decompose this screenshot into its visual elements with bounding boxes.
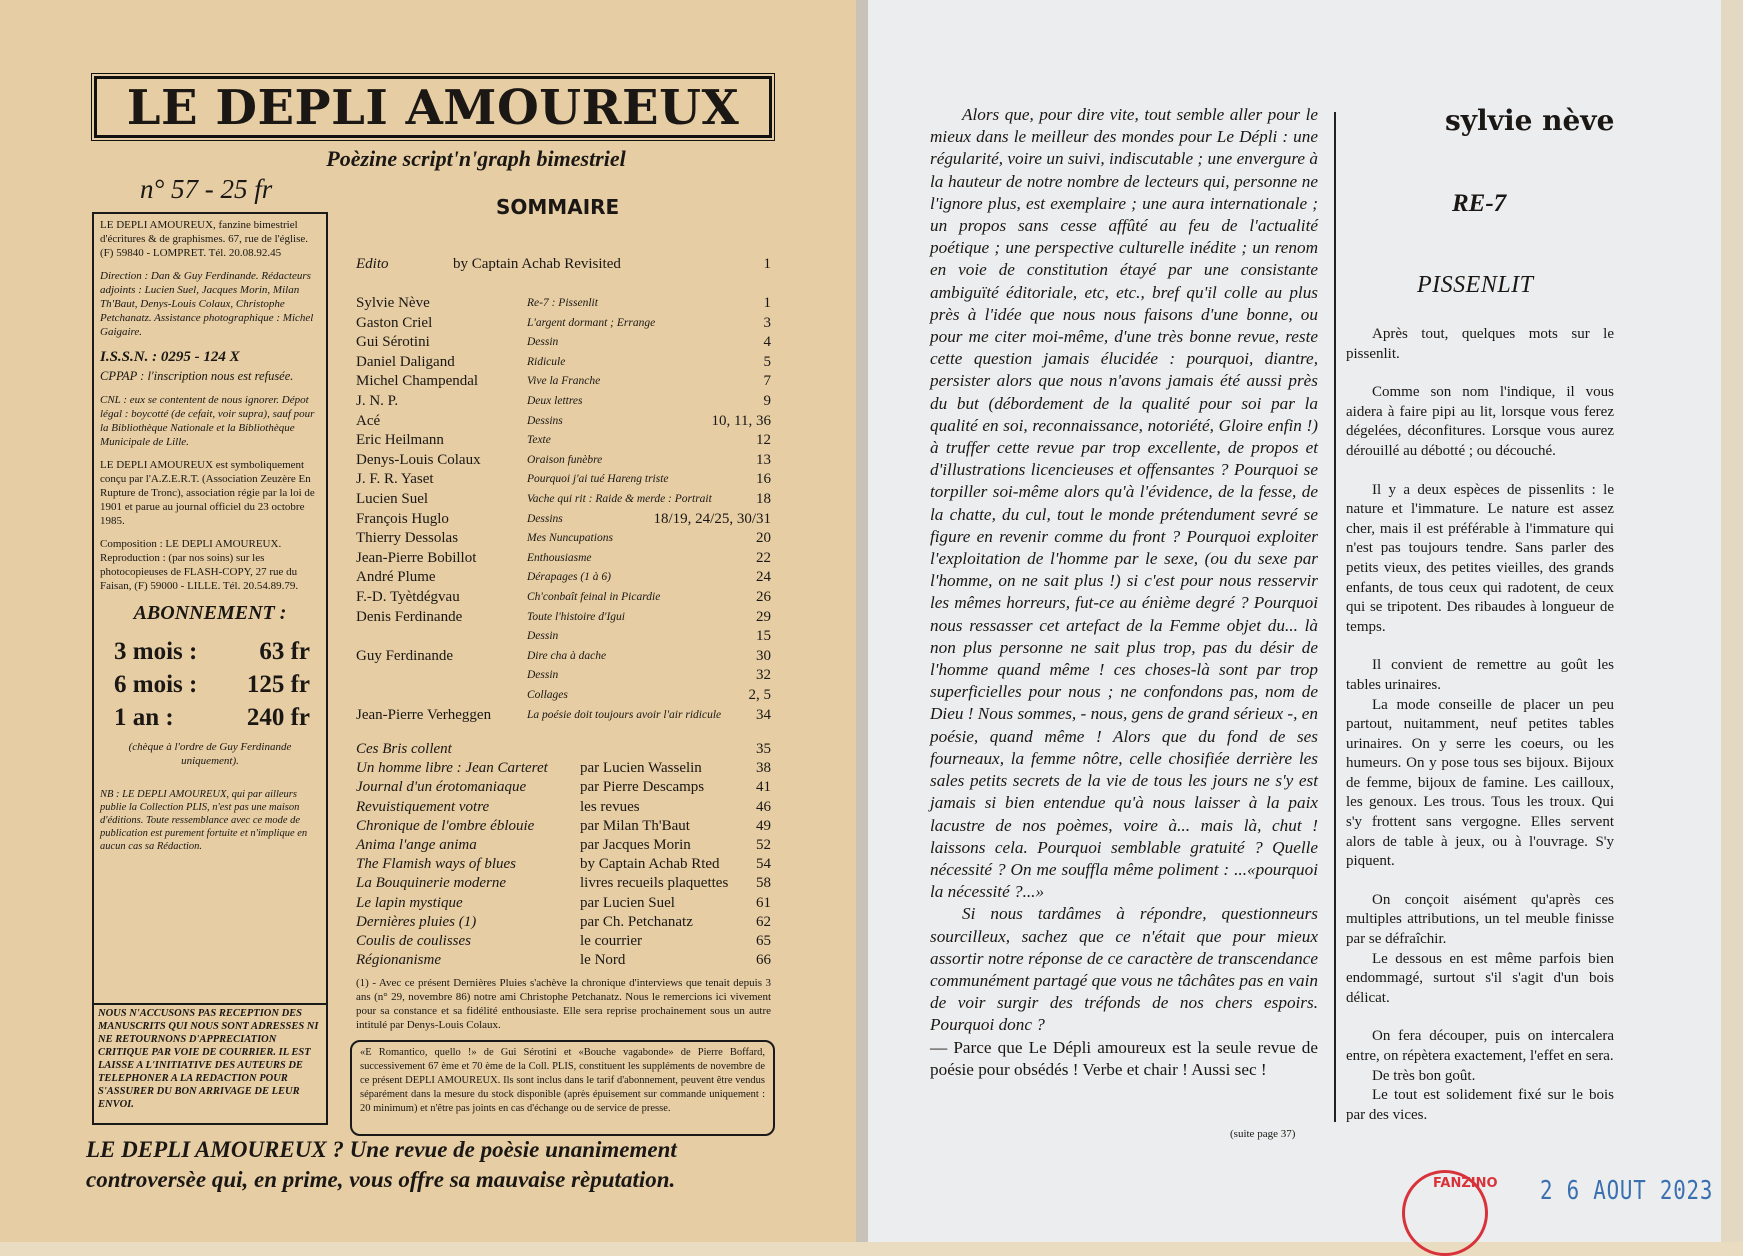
toc-row: [356, 470, 771, 488]
toc-name: J. F. R. Yaset: [356, 471, 434, 488]
toc-page: 5: [763, 353, 771, 370]
info-nb: NB : LE DEPLI AMOUREUX, qui par ailleurs publie la Collection PLIS, n'est pas une maison d'éditions. Toute ressemblance avec ce mode de publication est purement fortuite et n'implique en aucun cas sa Rédaction.: [100, 789, 308, 852]
poem-paragraph: Le tout est solidement fixé sur le bois par des vices.: [1346, 1087, 1614, 1123]
toc-rubric-page: 65: [756, 933, 771, 949]
toc-rubric-page: 35: [756, 741, 771, 757]
toc-title: Vache qui rit : Raide & merde : Portrait: [527, 493, 712, 505]
toc-row: [356, 568, 771, 586]
toc-name: André Plume: [356, 569, 436, 586]
editorial-paragraph: Si nous tardâmes à répondre, questionneurs sourcilleux, sachez que ce n'était que pour mieux assortir notre réponse de ce caractère de transcendance communément partagé que vous ne tâchâtes pas en vain de voir surgir des tréfonds de nos chers espoirs. Pourquoi donc ?: [930, 904, 1318, 1035]
toc-title: Mes Nuncupations: [527, 532, 613, 545]
toc-page: 15: [756, 628, 771, 645]
sub-row: 6 mois : 125 fr: [114, 671, 310, 698]
info-composition: Composition : LE DEPLI AMOUREUX. Reproduction : (par nos soins) sur les photocopieuses de FLASH-COPY, 27 rue du Faisan, (F) 59000 - LILLE. Tél. 20.54.89.79.: [100, 538, 299, 592]
toc-title: Ch'conbaît feinal in Picardie: [527, 591, 661, 603]
toc-rubric-row: [356, 951, 771, 969]
toc-name: Eric Heilmann: [356, 432, 444, 449]
info-address: LE DEPLI AMOUREUX, fanzine bimestriel d'écritures & de graphismes. 67, rue de l'église. (F) 59840 - LOMPRET. Tél. 20.08.92.45: [100, 219, 309, 259]
toc-rubric-author: par Lucien Wasselin: [580, 760, 702, 777]
toc-page: 1: [763, 295, 771, 311]
toc-row: [356, 353, 771, 371]
poem-paragraph: On conçoit aisément qu'après ces multiples attributions, un tel meuble finisse par se défraîchir.: [1346, 891, 1614, 948]
toc-title: Texte: [527, 434, 551, 447]
masthead-subtitle: Poèzine script'n'graph bimestriel: [326, 146, 626, 171]
toc-row: [356, 647, 771, 665]
toc-title: Dessin: [527, 630, 559, 643]
toc-rubric-row: [356, 932, 771, 950]
toc-rubric-row: [356, 817, 771, 835]
toc-rubric-title: Journal d'un érotomaniaque: [356, 779, 527, 796]
poem-paragraph: La mode conseille de placer un peu partout, nuitamment, neuf petites tables urinaires. On y serre les coeurs, ou les humeurs. On y pose tous ses bijoux. Bijoux de femme, bijoux de famine. Les cailloux, les genoux. Les trous. Tous les troux. Qui s'y frottent sans vergogne. Elles servent alors de table à jeux, ou à l'ouvrage. S'y piquent.: [1346, 696, 1614, 870]
footnote: (1) - Avec ce présent Dernières Pluies s'achève la chronique d'interviews que tenait depuis 3 ans (n° 29, novembre 86) notre ami Christophe Petchanatz. Nous le remercions ici vivement pour sa constance et sa fidélité enthousiaste. Elle sera reprise prochainement sous un autre intitulé par Denys-Louis Colaux.: [356, 977, 771, 1031]
poem-paragraph: Le dessous en est même parfois bien endommagé, surtout s'il s'agit d'un bois délicat.: [1346, 950, 1614, 1006]
poem-paragraph: Il y a deux espèces de pissenlits : le nature et l'immature. Le nature est assez cher, mais il est préférable à l'immature qui n'est pas toujours tendre. Sans parler des petits vieux, des petites vieilles, des grands enfants, de tous ceux qui radotent, de ceux qui se tripotent. Des ribaudes à longueur de temps.: [1346, 481, 1614, 635]
toc-name: Gui Sérotini: [356, 334, 430, 351]
toc-rubric-title: La Bouquinerie moderne: [356, 875, 506, 892]
toc-page: 18/19, 24/25, 30/31: [653, 510, 771, 527]
toc-page: 12: [756, 432, 771, 449]
toc-name: Lucien Suel: [356, 491, 429, 507]
toc-page: 2, 5: [748, 687, 771, 703]
masthead-title: LE DEPLI AMOUREUX: [94, 76, 772, 138]
toc-rubric-author: les revues: [580, 798, 640, 815]
toc-row: [356, 549, 771, 567]
toc-rubric-title: The Flamish ways of blues: [356, 856, 516, 873]
toc-rubric-row: [356, 855, 771, 873]
continued-note: (suite page 37): [1230, 1128, 1296, 1140]
toc-edito: Edito by Captain Achab Revisited 1: [356, 256, 771, 272]
sub-cheque-note: (chèque à l'ordre de Guy Ferdinande uniquement).: [128, 741, 292, 767]
toc-title: Re-7 : Pissenlit: [527, 297, 598, 309]
toc-title: Pourquoi j'ai tué Hareng triste: [527, 473, 669, 486]
date-stamp: 2 6 AOUT 2023: [1540, 1176, 1714, 1206]
toc-page: 10, 11, 36: [711, 412, 771, 429]
toc-row: [356, 372, 771, 390]
toc-rubric-title: Coulis de coulisses: [356, 933, 471, 949]
toc-page: 9: [763, 393, 771, 409]
toc-rubric-title: Dernières pluies (1): [356, 913, 477, 930]
toc-page: 30: [756, 647, 771, 664]
toc-title: Ridicule: [527, 355, 566, 368]
info-cppap: CPPAP : l'inscription nous est refusée.: [100, 369, 294, 383]
poem-paragraph: De très bon goût.: [1372, 1067, 1476, 1084]
toc-name: Denys-Louis Colaux: [356, 451, 481, 468]
toc-rubric-page: 46: [756, 798, 771, 815]
toc-title: Deux lettres: [527, 395, 583, 407]
toc-rubric-page: 61: [756, 894, 771, 911]
poem-text: [1346, 325, 1614, 1125]
toc-rubric-author: livres recueils plaquettes: [580, 875, 729, 892]
toc-row: [356, 490, 771, 508]
series-title: RE-7: [1452, 190, 1507, 217]
masthead-info-box: [92, 212, 328, 1012]
toc-page: 4: [763, 334, 771, 351]
toc-name: Acé: [356, 412, 381, 429]
toc-title: Toute l'histoire d'Igui: [527, 610, 625, 623]
toc-row: [356, 706, 771, 724]
toc-rubric-row: [356, 740, 771, 758]
toc-title: Dessins: [527, 512, 563, 525]
sub-row: 3 mois : 63 fr: [114, 638, 310, 665]
toc-rubric-page: 66: [756, 952, 771, 969]
toc-rubric-title: Chronique de l'ombre éblouie: [356, 817, 535, 834]
toc-rubric-row: [356, 894, 771, 912]
toc-row: [356, 608, 771, 626]
tagline: LE DEPLI AMOUREUX ? Une revue de poèsie unanimement controversèe qui, en prime, vous offre sa mauvaise rèputation.: [86, 1137, 677, 1192]
sub-row: 1 an : 240 fr: [114, 704, 310, 731]
toc-rubric-row: [356, 913, 771, 931]
toc-rubric-title: Le lapin mystique: [356, 894, 463, 911]
toc-name: Gaston Criel: [356, 314, 433, 331]
poem-paragraph: Il convient de remettre au goût les tables urinaires.: [1346, 657, 1614, 693]
toc-row: [356, 451, 771, 469]
info-issn: I.S.S.N. : 0295 - 124 X: [100, 349, 240, 365]
toc-name: François Huglo: [356, 510, 449, 527]
toc-page: 26: [756, 589, 771, 605]
toc-rubric-title: Anima l'ange anima: [356, 837, 477, 853]
author-name: sylvie nève: [1445, 104, 1615, 137]
toc-page: 32: [756, 667, 771, 684]
poem-paragraph: On fera découper, puis on intercalera entre, on répètera exactement, l'effet en sera.: [1346, 1028, 1614, 1064]
toc-page: 22: [756, 549, 771, 566]
toc-name: F.-D. Tyètdégvau: [356, 589, 460, 605]
toc-row: [356, 333, 771, 351]
toc-row: [356, 412, 771, 430]
toc-title: Enthousiasme: [527, 551, 592, 564]
manuscript-notice: NOUS N'ACCUSONS PAS RECEPTION DES MANUSCRITS QUI NOUS SONT ADRESSES NI NE RETOURNONS D'APPRECIATION CRITIQUE PAR VOIE DE COURRIER. IL EST LAISSE A L'INITIATIVE DES AUTEURS DE TELEPHONER A LA REDACTION POUR S'ASSURER DU BON ARRIVAGE DE LEUR ENVOI.: [92, 1003, 328, 1125]
toc-title: Dessin: [527, 336, 559, 349]
toc-rubric-page: 58: [756, 875, 771, 892]
toc-name: Denis Ferdinande: [356, 608, 463, 625]
toc-rubric-page: 38: [756, 760, 771, 777]
info-cnl: CNL : eux se contentent de nous ignorer. Dépot légal : boycotté (de cefait, voir supra), sauf pour la Bibliothèque Nationale et la Bibliothèque Municipale de Lille.: [100, 394, 315, 448]
toc-page: 18: [756, 491, 771, 507]
toc-row: [356, 588, 771, 606]
toc-row: [356, 529, 771, 547]
toc-row: [356, 392, 771, 410]
toc-rubric-row: [356, 836, 771, 854]
abonnement-heading: ABONNEMENT :: [133, 602, 287, 624]
toc-rubric-row: [356, 759, 771, 777]
toc-rubric-author: par Milan Th'Baut: [580, 817, 690, 834]
sommaire-heading: SOMMAIRE: [496, 195, 620, 219]
toc-rubric-author: par Jacques Morin: [580, 837, 691, 853]
toc-page: 7: [763, 373, 771, 390]
toc-row: [356, 510, 771, 528]
toc-title: Dessin: [527, 669, 559, 682]
column-divider: [1334, 112, 1336, 1122]
toc-rubric-row: [356, 874, 771, 892]
toc-page: 20: [756, 530, 771, 547]
toc-rubric-author: le Nord: [580, 952, 626, 969]
toc-rubric-title: Ces Bris collent: [356, 741, 452, 757]
issue-number: n° 57 - 25 fr: [140, 174, 273, 204]
editorial-paragraph: — Parce que Le Dépli amoureux est la seule revue de poésie pour obsédés ! Verbe et chair ! Aussi sec !: [930, 1037, 1318, 1079]
toc-page: 13: [756, 451, 771, 468]
info-staff: Direction : Dan & Guy Ferdinande. Rédacteurs adjoints : Lucien Suel, Jacques Morin, Milan Th'Baut, Denys-Louis Colaux, Christophe Petchanatz. Assistance photographique : Michel Gaigaire.: [100, 270, 314, 338]
toc-row: [356, 294, 771, 312]
toc-page: 29: [756, 608, 771, 625]
toc-name: Guy Ferdinande: [356, 647, 454, 664]
toc-rubric-author: by Captain Achab Rted: [580, 856, 720, 873]
toc-name: Michel Champendal: [356, 373, 479, 390]
toc-title: Collages: [527, 689, 568, 701]
toc-page: 34: [756, 706, 771, 723]
toc-rubric-author: le courrier: [580, 933, 643, 949]
toc-rubric-page: 41: [756, 779, 771, 796]
toc-row: [356, 686, 771, 704]
editorial-text: [930, 104, 1318, 1081]
toc-title: Dérapages (1 à 6): [527, 571, 611, 584]
poem-title: PISSENLIT: [1417, 272, 1534, 298]
toc-rubric-page: 54: [756, 856, 771, 873]
toc-row: [356, 666, 771, 684]
page-edge: [1721, 0, 1743, 1242]
poem-paragraph: Après tout, quelques mots sur le pissenlit.: [1346, 326, 1614, 362]
toc-rubric-title: Régionanisme: [356, 952, 441, 969]
poem-paragraph: Comme son nom l'indique, il vous aidera à faire pipi au lit, lorsque vous ferez dégelées, déconfitures. Lorsque vous aurez dérouillé au débotté ; ou découché.: [1346, 384, 1614, 459]
toc-rubric-page: 52: [756, 837, 771, 853]
toc-row: [356, 314, 771, 332]
toc-title: La poésie doit toujours avoir l'air ridicule: [527, 708, 722, 721]
toc-name: Jean-Pierre Verheggen: [356, 706, 492, 723]
toc-page: 24: [756, 569, 771, 586]
toc-rubric-row: [356, 778, 771, 796]
toc-rubric-page: 62: [756, 913, 771, 930]
toc-rubric-author: par Ch. Petchanatz: [580, 913, 693, 930]
toc-name: Jean-Pierre Bobillot: [356, 549, 477, 566]
toc-name: Thierry Dessolas: [356, 530, 459, 547]
toc-row: [356, 431, 771, 449]
toc-name: Sylvie Nève: [356, 295, 430, 311]
toc-rubric-title: Un homme libre : Jean Carteret: [356, 760, 548, 777]
toc-title: Dessins: [527, 414, 563, 427]
toc-title: Dire cha à dache: [527, 649, 607, 662]
toc-rubric-author: par Pierre Descamps: [580, 779, 705, 796]
toc-row: [356, 627, 771, 645]
toc-title: Oraison funèbre: [527, 453, 603, 466]
toc-name: Daniel Daligand: [356, 353, 455, 370]
toc-rubric-title: Revuistiquement votre: [356, 798, 490, 815]
fanzine-stamp-label: FANZINO: [1433, 1176, 1498, 1191]
supplement-box: «E Romantico, quello !» de Gui Sérotini et «Bouche vagabonde» de Pierre Boffard, successivement 67 ème et 70 ème de la Coll. PLIS, constituent les suppléments de novembre de ce présent DEPLI AMOUREUX. Ils sont inclus dans le tarif d'abonnement, peuvent être vendus séparément dans la mesure du stock disponible (après épuisement sur commande uniquement : 20 minimum) et n'être pas joints en cas d'échange ou de service de presse.: [350, 1040, 775, 1136]
toc-title: Vive la Franche: [527, 375, 601, 388]
toc-page: 16: [756, 471, 771, 488]
toc-rubric-page: 49: [756, 817, 771, 834]
info-azert: LE DEPLI AMOUREUX est symboliquement conçu par l'A.Z.E.R.T. (Association Zeuzère En Rupture de Tronc), association régie par la loi de 1901 et parue au journal officiel du 23 octobre 1985.: [100, 459, 315, 527]
editorial-paragraph: Alors que, pour dire vite, tout semble aller pour le mieux dans le meilleur des mondes pour Le Dépli : une régularité, voire un suivi, indiscutable ; une envergure à la hauteur de notre nombre de lecteurs qui, personne ne l'ignore plus, est exemplaire ; une aura internationale ; un propos sans cesse affûté au feu de l'actualité poétique ; une perspective culturelle inédite ; un renom en voie de constitution étayé par une consistante ambiguïté éditoriale, etc, etc., bref qu'il colle au plus près à l'idée que nous nous faisons d'une bonne, ou pour me citer moi-même, d'une très bonne revue, reste cette question jamais élucidée : pourquoi, diantre, persister alors que nous n'avons jamais été aussi près du but (débordement de la qualité pour soi par la qualité en soi, reconnaissance, notoriété, Gloire enfin !) à truffer cette revue par trop excellente, de propos et d'illustrations licencieuses et offensantes ? Pourquoi se torpiller soi-même alors qu'à l'évidence, de la fesse, de la chatte, du cul, tout le monde prétendument sevré se figure en revenir comme du front ? Pourquoi exploiter l'exploitation de l'homme par le sexe, (ou du sexe par l'homme, on ne sait plus !) si c'est pour nous resservir les mêmes horreurs, fut-ce au énième degré ? Pourquoi nous ressasser cet artefact de la Femme objet du... là non plus personne ne sait plus trop, pas du désir de l'homme quand même ! ces choses-là sont par trop superficielles pour nous ; ne confondons pas, nom de Dieu ! Nous sommes, - nous, gens de grand sérieux -, en poésie, quand même ! Alors que du fond de ses fourneaux, la femme nôtre, celle chosifiée derrière les sales petits secrets de la vie de tous les jours ne s'y est jamais si bien entendue qu'à nous laisser à la paix lacustre de nos poèmes, voire à... mais là, chut ! laissons cela. Pourquoi semblable gratuité ? Quelle nécessité ? On me souffla même poliment : ...«pourquoi la nécessité ?...»: [930, 105, 1318, 902]
toc-rubric-row: [356, 798, 771, 816]
toc-title: L'argent dormant ; Errange: [527, 316, 656, 329]
toc-page: 3: [763, 314, 771, 331]
toc-rubric-author: par Lucien Suel: [580, 894, 675, 911]
toc-name: J. N. P.: [356, 393, 399, 409]
